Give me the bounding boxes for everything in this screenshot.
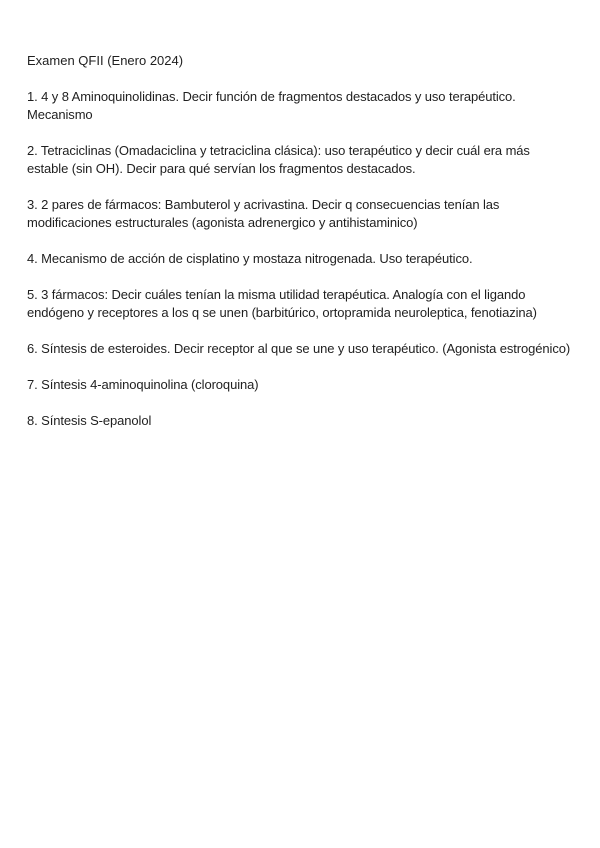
- question-3: 3. 2 pares de fármacos: Bambuterol y acrivastina. Decir q consecuencias tenían las modificaciones estructurales (agonista adrenergico y antihistaminico): [27, 197, 500, 230]
- question-2: 2. Tetraciclinas (Omadaciclina y tetraciclina clásica): uso terapéutico y decir cuál era más estable (sin OH). Decir para qué servían los fragmentos destacados.: [27, 143, 530, 176]
- question-8: 8. Síntesis S-epanolol: [27, 413, 152, 428]
- question-4: 4. Mecanismo de acción de cisplatino y mostaza nitrogenada. Uso terapéutico.: [27, 251, 473, 266]
- question-7: 7. Síntesis 4-aminoquinolina (cloroquina): [27, 377, 259, 392]
- question-5: 5. 3 fármacos: Decir cuáles tenían la misma utilidad terapéutica. Analogía con el ligando endógeno y receptores a los q se unen (barbitúrico, ortopramida neuroleptica, fenotiazina): [27, 287, 537, 320]
- question-6: 6. Síntesis de esteroides. Decir receptor al que se une y uso terapéutico. (Agonista estrogénico): [27, 341, 571, 356]
- document-page: [27, 52, 573, 448]
- document-title: Examen QFII (Enero 2024): [27, 53, 184, 68]
- question-1: 1. 4 y 8 Aminoquinolidinas. Decir función de fragmentos destacados y uso terapéutico. Mecanismo: [27, 89, 516, 122]
